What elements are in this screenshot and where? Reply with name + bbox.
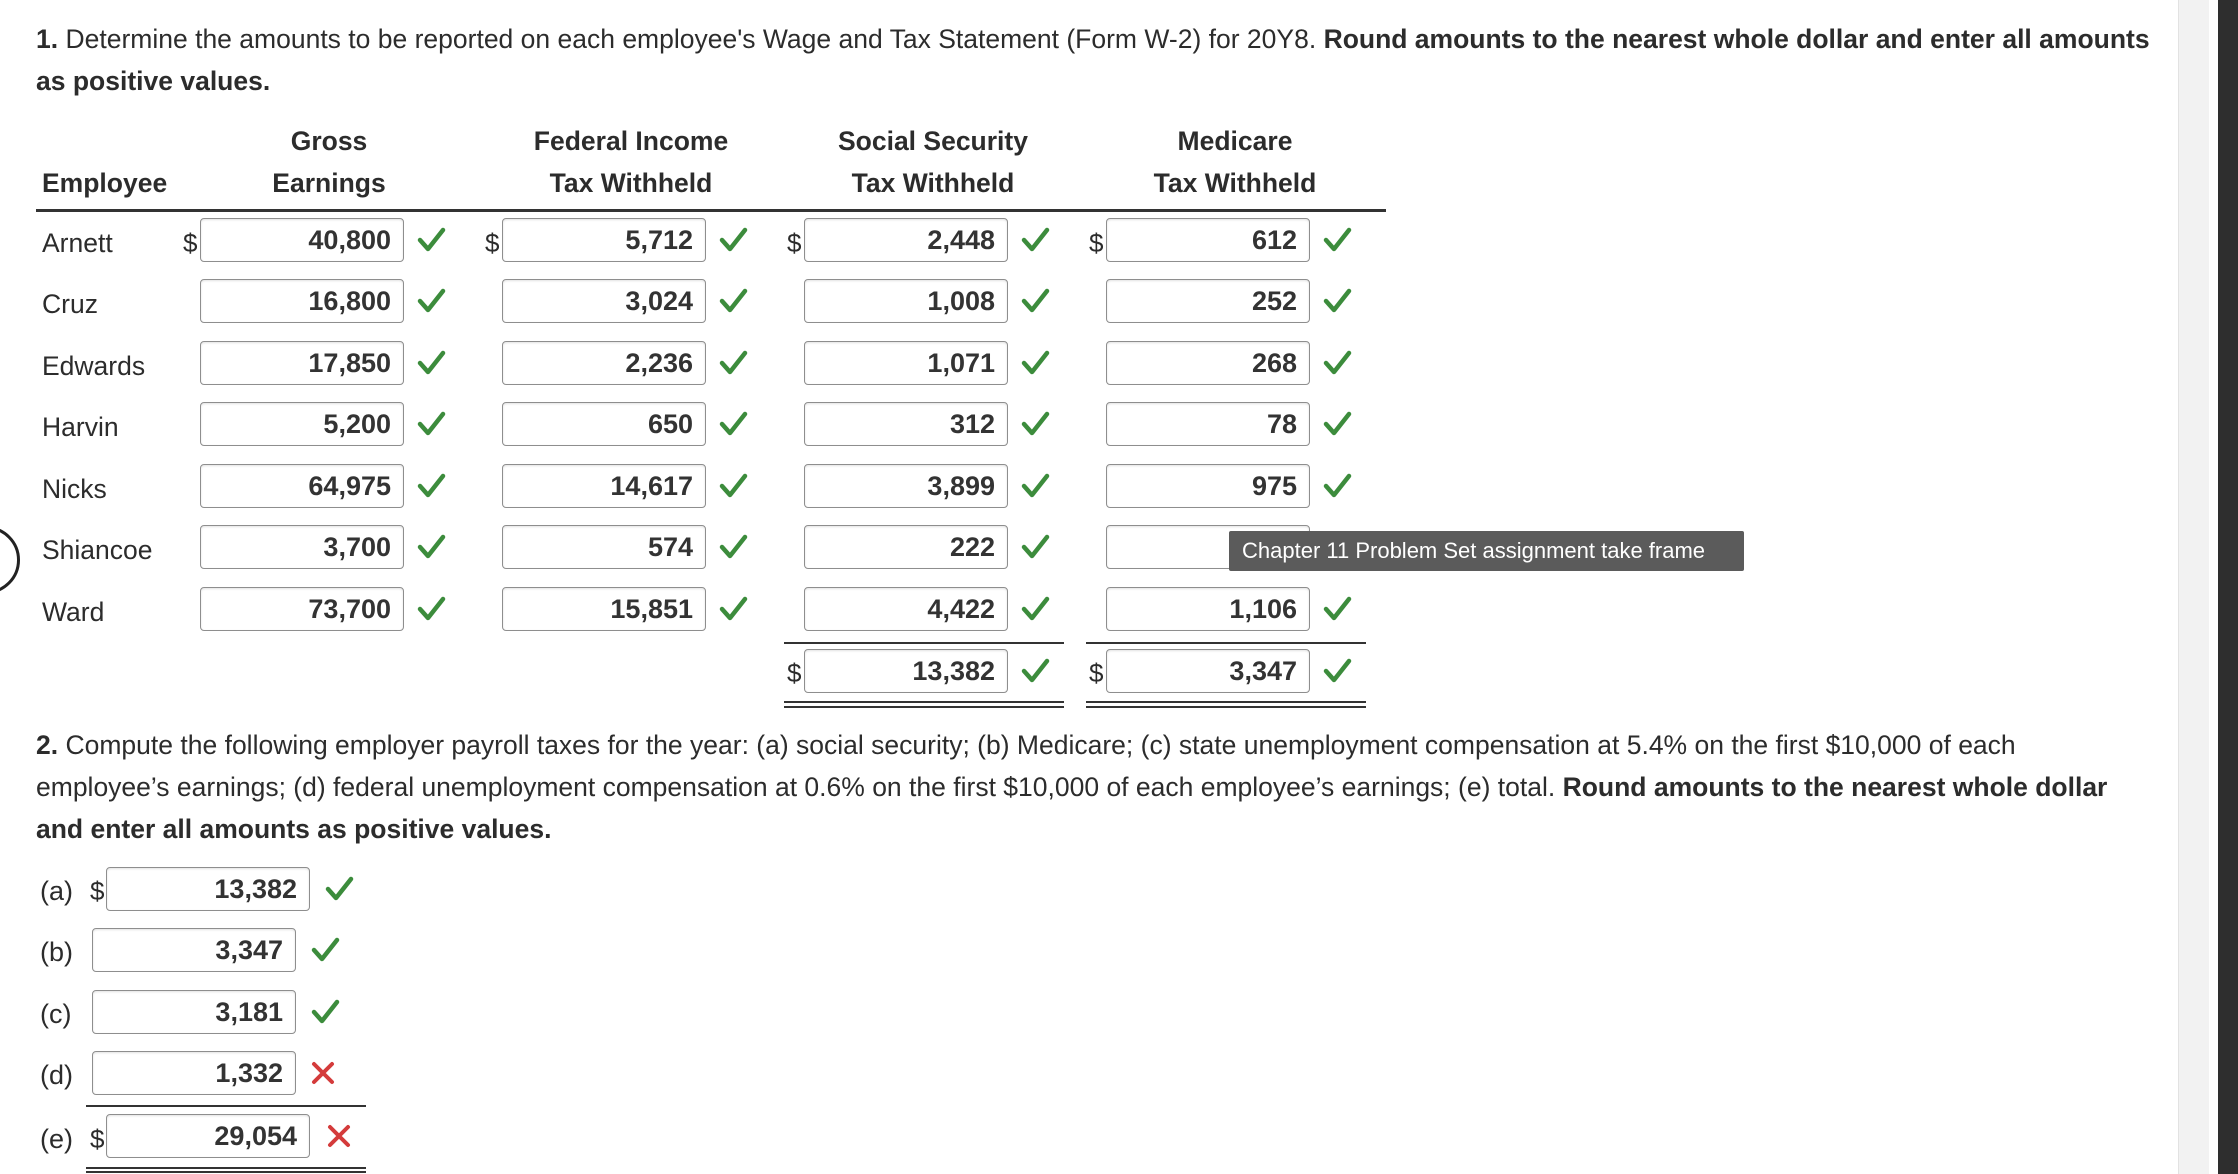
check-icon bbox=[1020, 225, 1050, 255]
question-2-number: 2. bbox=[36, 730, 59, 760]
answer-a-input[interactable]: 13,382 bbox=[106, 867, 310, 911]
check-icon bbox=[1020, 471, 1050, 501]
header-ss-line1: Social Security bbox=[837, 126, 1028, 156]
check-icon bbox=[718, 409, 748, 439]
social-security-input[interactable]: 3,899 bbox=[804, 464, 1008, 508]
check-icon bbox=[1322, 409, 1352, 439]
answer-label: (b) bbox=[40, 937, 73, 967]
header-medicare-line2: Tax Withheld bbox=[1153, 168, 1317, 198]
frame-tooltip: Chapter 11 Problem Set assignment take frame bbox=[1229, 531, 1744, 571]
federal-tax-input[interactable]: 2,236 bbox=[502, 341, 706, 385]
total-rule-medicare bbox=[1086, 642, 1366, 644]
check-icon bbox=[1322, 471, 1352, 501]
focus-ring-icon bbox=[0, 526, 20, 594]
gross-earnings-input[interactable]: 64,975 bbox=[200, 464, 404, 508]
currency-symbol: $ bbox=[1089, 228, 1104, 258]
check-icon bbox=[718, 348, 748, 378]
check-icon bbox=[718, 225, 748, 255]
question-2-prompt: Compute the following employer payroll taxes for the year: (a) social security; (b) Medicare; (c) state unemployment compensation at 5.4% on the first $10,000 of each employee’s earnings; (d) federal unemployment compensation at 0.6% on the first $10,000 of each employee’s earnings; (e) total. bbox=[36, 730, 2016, 802]
medicare-input[interactable]: 612 bbox=[1106, 218, 1310, 262]
scrollbar-thumb[interactable] bbox=[2218, 0, 2238, 1174]
employee-name: Nicks bbox=[42, 474, 107, 504]
currency-symbol: $ bbox=[787, 228, 802, 258]
employee-name: Ward bbox=[42, 597, 105, 627]
check-icon bbox=[718, 594, 748, 624]
answer-e-input[interactable]: 29,054 bbox=[106, 1114, 310, 1158]
gross-earnings-input[interactable]: 16,800 bbox=[200, 279, 404, 323]
check-icon bbox=[718, 286, 748, 316]
check-icon bbox=[1020, 656, 1050, 686]
answer-label: (a) bbox=[40, 876, 73, 906]
social-security-input[interactable]: 4,422 bbox=[804, 587, 1008, 631]
social-security-total-input[interactable]: 13,382 bbox=[804, 649, 1008, 693]
check-icon bbox=[1322, 286, 1352, 316]
check-icon bbox=[1020, 286, 1050, 316]
federal-tax-input[interactable]: 574 bbox=[502, 525, 706, 569]
x-icon bbox=[310, 1060, 336, 1086]
header-gross-earnings bbox=[214, 120, 444, 204]
question-2-instruction: Round amounts to the nearest whole dollar and enter all amounts as positive values. bbox=[36, 772, 2108, 844]
check-icon bbox=[310, 935, 340, 965]
currency-symbol: $ bbox=[183, 228, 198, 258]
header-federal-line2: Tax Withheld bbox=[549, 168, 713, 198]
answer-label: (c) bbox=[40, 999, 72, 1029]
check-icon bbox=[416, 225, 446, 255]
gross-earnings-input[interactable]: 73,700 bbox=[200, 587, 404, 631]
gross-earnings-input[interactable]: 5,200 bbox=[200, 402, 404, 446]
header-ss-line2: Tax Withheld bbox=[851, 168, 1015, 198]
medicare-input[interactable]: 1,106 bbox=[1106, 587, 1310, 631]
question-1-prompt: Determine the amounts to be reported on each employee's Wage and Tax Statement (Form W-2) for 20Y8. bbox=[65, 24, 1317, 54]
answer-d-input[interactable]: 1,332 bbox=[92, 1051, 296, 1095]
medicare-input[interactable]: 975 bbox=[1106, 464, 1310, 508]
federal-tax-input[interactable]: 15,851 bbox=[502, 587, 706, 631]
answer-label: (e) bbox=[40, 1124, 73, 1154]
employee-name: Edwards bbox=[42, 351, 146, 381]
medicare-input[interactable]: 252 bbox=[1106, 279, 1310, 323]
total-rule-answers bbox=[86, 1105, 366, 1107]
double-rule-answers bbox=[86, 1171, 366, 1173]
check-icon bbox=[1020, 532, 1050, 562]
check-icon bbox=[1322, 656, 1352, 686]
medicare-input[interactable]: 268 bbox=[1106, 341, 1310, 385]
header-gross-line1: Gross bbox=[290, 126, 368, 156]
employee-name: Shiancoe bbox=[42, 535, 153, 565]
double-rule-medicare bbox=[1086, 706, 1366, 708]
total-rule-social-security bbox=[784, 642, 1064, 644]
social-security-input[interactable]: 312 bbox=[804, 402, 1008, 446]
federal-tax-input[interactable]: 3,024 bbox=[502, 279, 706, 323]
check-icon bbox=[1020, 348, 1050, 378]
social-security-input[interactable]: 1,071 bbox=[804, 341, 1008, 385]
check-icon bbox=[1322, 594, 1352, 624]
check-icon bbox=[1020, 594, 1050, 624]
check-icon bbox=[1322, 348, 1352, 378]
gross-earnings-input[interactable]: 17,850 bbox=[200, 341, 404, 385]
double-rule-answers bbox=[86, 1167, 366, 1169]
employee-name: Harvin bbox=[42, 412, 119, 442]
check-icon bbox=[416, 594, 446, 624]
check-icon bbox=[416, 471, 446, 501]
gross-earnings-input[interactable]: 40,800 bbox=[200, 218, 404, 262]
question-1-number: 1. bbox=[36, 24, 59, 54]
question-1-instruction: Round amounts to the nearest whole dollar and enter all amounts as positive values. bbox=[36, 24, 2150, 96]
answer-label: (d) bbox=[40, 1060, 73, 1090]
federal-tax-input[interactable]: 14,617 bbox=[502, 464, 706, 508]
check-icon bbox=[1322, 225, 1352, 255]
check-icon bbox=[416, 532, 446, 562]
check-icon bbox=[718, 471, 748, 501]
check-icon bbox=[718, 532, 748, 562]
question-1-text bbox=[36, 18, 2156, 102]
check-icon bbox=[310, 997, 340, 1027]
double-rule-medicare bbox=[1086, 701, 1366, 703]
header-federal-income-tax bbox=[500, 120, 762, 204]
check-icon bbox=[324, 874, 354, 904]
federal-tax-input[interactable]: 650 bbox=[502, 402, 706, 446]
check-icon bbox=[416, 286, 446, 316]
question-2-text bbox=[36, 724, 2156, 850]
double-rule-social-security bbox=[784, 701, 1064, 703]
header-medicare-line1: Medicare bbox=[1177, 126, 1293, 156]
currency-symbol: $ bbox=[90, 876, 105, 906]
social-security-input[interactable]: 2,448 bbox=[804, 218, 1008, 262]
double-rule-social-security bbox=[784, 706, 1064, 708]
employee-column-header: Employee bbox=[42, 168, 168, 198]
currency-symbol: $ bbox=[1089, 658, 1104, 688]
header-social-security-tax bbox=[802, 120, 1064, 204]
check-icon bbox=[416, 409, 446, 439]
x-icon bbox=[326, 1123, 352, 1149]
answer-b-input[interactable]: 3,347 bbox=[92, 928, 296, 972]
check-icon bbox=[1020, 409, 1050, 439]
header-federal-line1: Federal Income bbox=[533, 126, 729, 156]
currency-symbol: $ bbox=[90, 1124, 105, 1154]
social-security-input[interactable]: 1,008 bbox=[804, 279, 1008, 323]
scrollbar-track[interactable] bbox=[2178, 0, 2209, 1174]
medicare-input[interactable]: 78 bbox=[1106, 402, 1310, 446]
currency-symbol: $ bbox=[485, 228, 500, 258]
gross-earnings-input[interactable]: 3,700 bbox=[200, 525, 404, 569]
federal-tax-input[interactable]: 5,712 bbox=[502, 218, 706, 262]
answer-c-input[interactable]: 3,181 bbox=[92, 990, 296, 1034]
employee-name: Arnett bbox=[42, 228, 113, 258]
medicare-total-input[interactable]: 3,347 bbox=[1106, 649, 1310, 693]
check-icon bbox=[416, 348, 446, 378]
table-header-rule bbox=[36, 209, 1386, 212]
employee-name: Cruz bbox=[42, 289, 98, 319]
currency-symbol: $ bbox=[787, 658, 802, 688]
social-security-input[interactable]: 222 bbox=[804, 525, 1008, 569]
header-gross-line2: Earnings bbox=[272, 168, 386, 198]
header-medicare-tax bbox=[1104, 120, 1366, 204]
